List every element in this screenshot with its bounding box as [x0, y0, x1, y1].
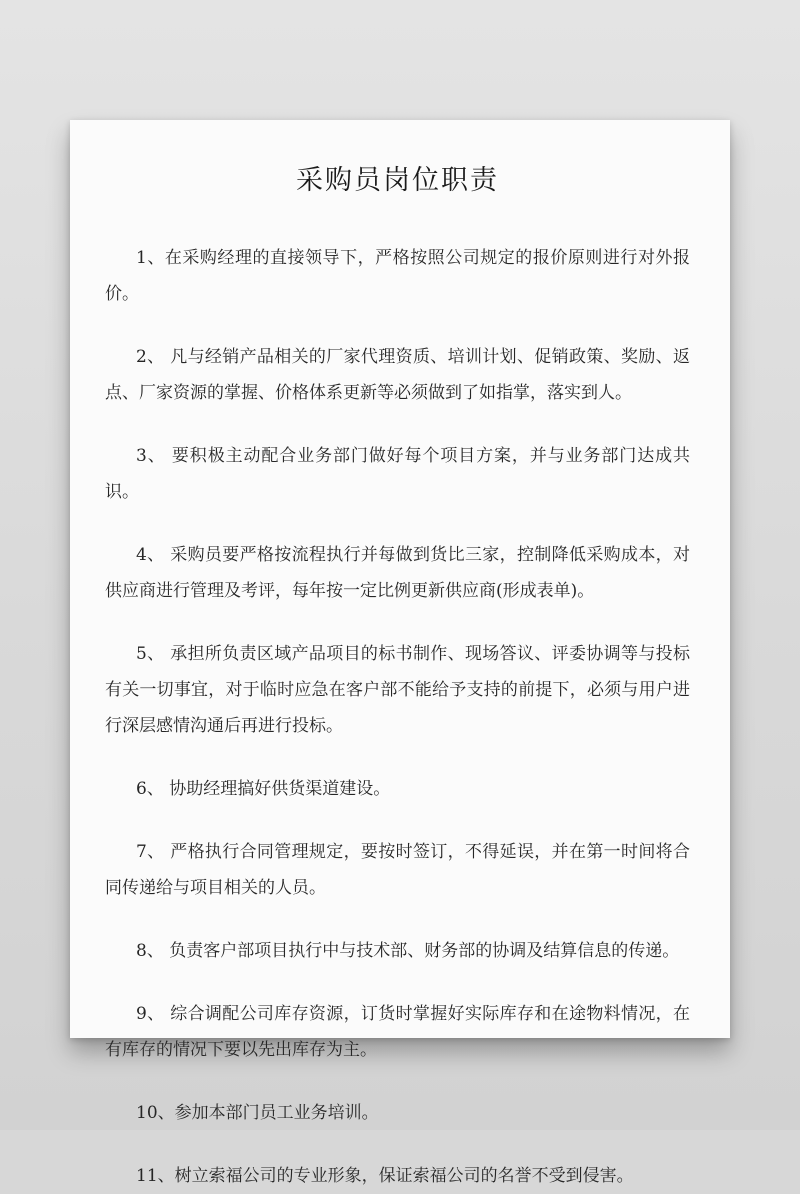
duty-item-6: 6、 协助经理搞好供货渠道建设。	[136, 779, 391, 799]
document-page	[70, 120, 730, 1186]
duty-item-2: 2、 凡与经销产品相关的厂家代理资质、培训计划、促销政策、奖励、返点、厂家资源的掌握、价格体系更新等必须做到了如指掌，落实到人。	[105, 347, 690, 403]
duty-item-5: 5、 承担所负责区域产品项目的标书制作、现场答议、评委协调等与投标有关一切事宜，对于临时应急在客户部不能给予支持的前提下，必须与用户进行深层感情沟通后再进行投标。	[105, 644, 690, 736]
duty-item-9: 9、 综合调配公司库存资源，订货时掌握好实际库存和在途物料情况，在有库存的情况下要以先出库存为主。	[105, 1004, 690, 1060]
duty-item-7: 7、 严格执行合同管理规定，要按时签订，不得延误，并在第一时间将合同传递给与项目相关的人员。	[105, 842, 690, 898]
duty-item-8: 8、 负责客户部项目执行中与技术部、财务部的协调及结算信息的传递。	[136, 941, 680, 961]
duty-item-3: 3、 要积极主动配合业务部门做好每个项目方案，并与业务部门达成共识。	[105, 446, 690, 502]
duty-item-10: 10、参加本部门员工业务培训。	[136, 1103, 379, 1123]
duty-item-1: 1、在采购经理的直接领导下，严格按照公司规定的报价原则进行对外报价。	[105, 248, 690, 304]
duty-list	[105, 240, 690, 1194]
document-title: 采购员岗位职责	[296, 165, 499, 196]
duty-item-4: 4、 采购员要严格按流程执行并每做到货比三家，控制降低采购成本，对供应商进行管理及考评，每年按一定比例更新供应商(形成表单)。	[105, 545, 690, 601]
duty-item-11: 11、树立索福公司的专业形象，保证索福公司的名誉不受到侵害。	[136, 1166, 634, 1186]
